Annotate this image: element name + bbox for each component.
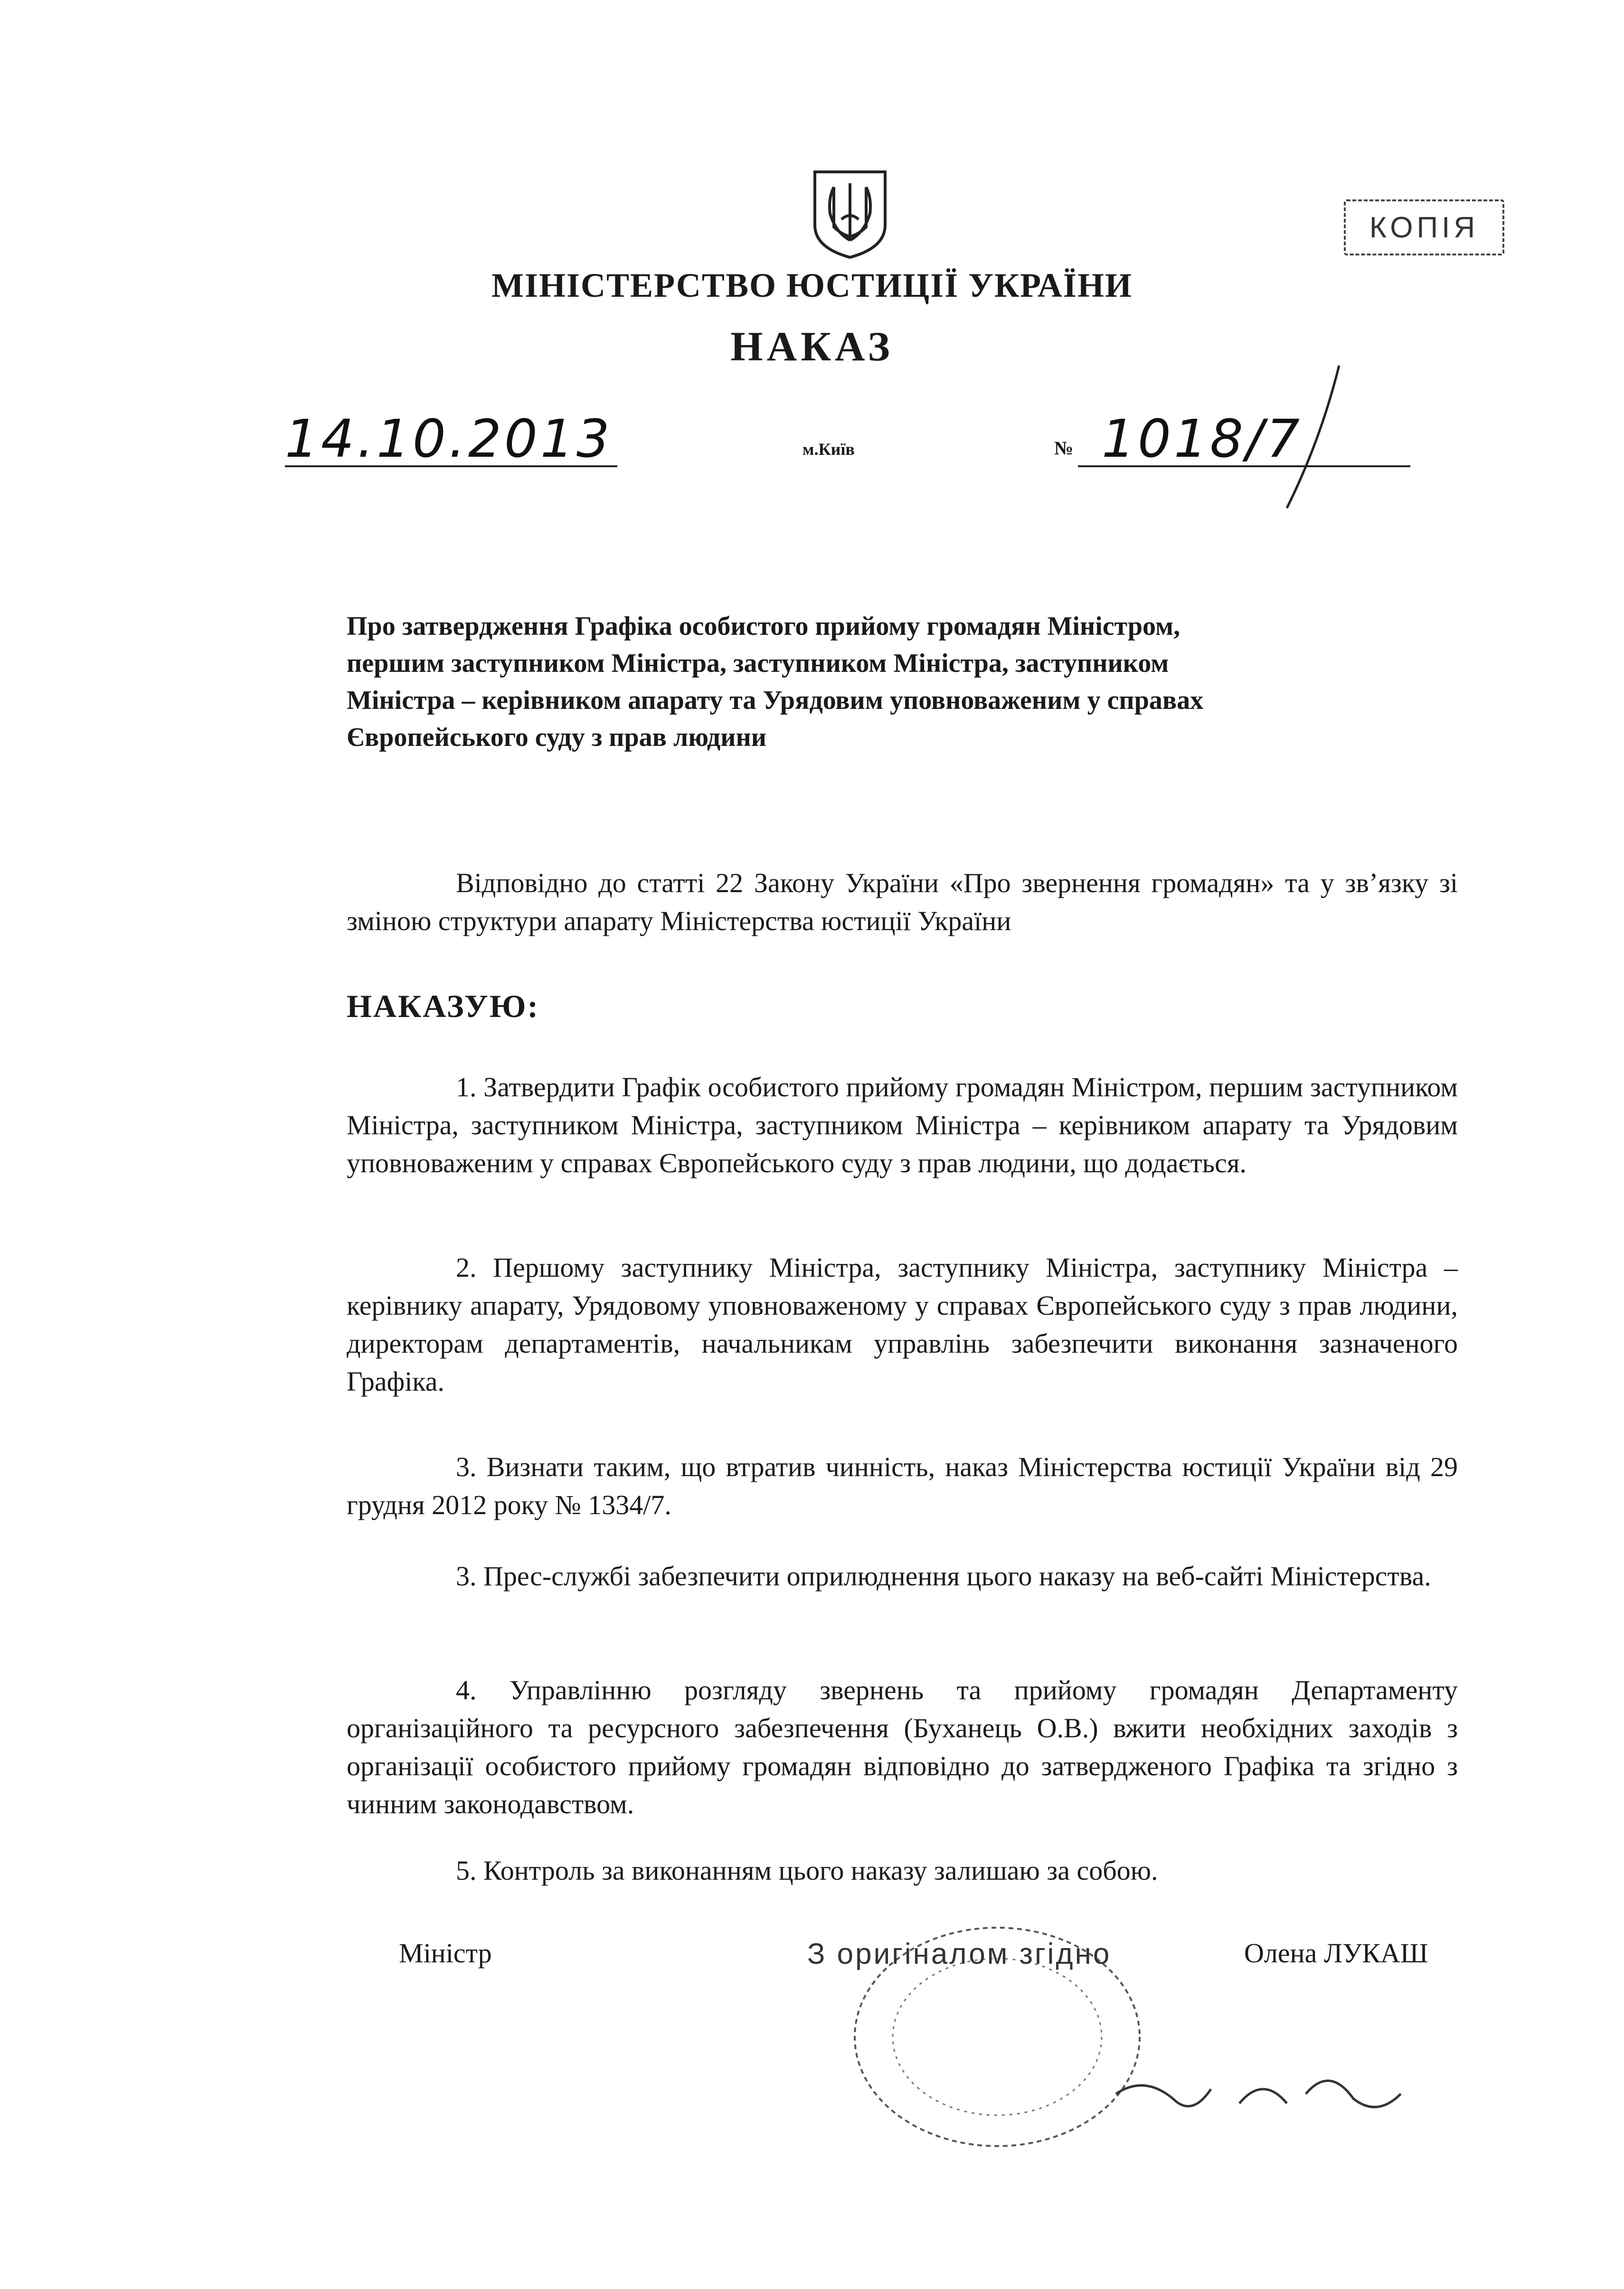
order-date: 14.10.2013 [285, 408, 613, 469]
trident-emblem-icon [807, 166, 893, 261]
city: м.Київ [803, 440, 855, 459]
preamble-text: Відповідно до статті 22 Закону України «Про звернення громадян» та у зв’язку зі зміною структури апарату Міністерства юстиції України [347, 867, 1458, 936]
ministry-name: МІНІСТЕРСТВО ЮСТИЦІЇ УКРАЇНИ [491, 266, 1133, 304]
order-item-3b [347, 1557, 1458, 1595]
document-type: НАКАЗ [730, 324, 894, 370]
order-item-2 [347, 1249, 1458, 1401]
order-item-1 [347, 1068, 1458, 1182]
official-seal-icon [784, 1894, 1472, 2160]
order-number: 1018/7 [1102, 408, 1303, 469]
order-item-4 [347, 1671, 1458, 1823]
copy-stamp: КОПІЯ [1344, 199, 1504, 255]
order-item-text: 3. Визнати таким, що втратив чинність, наказ Міністерства юстиції України від 29 грудня 2012 року № 1334/7. [347, 1451, 1458, 1520]
order-item-5 [347, 1852, 1486, 1890]
signer-name: Олена ЛУКАШ [1244, 1938, 1428, 1969]
order-item-text: 4. Управлінню розгляду звернень та прийому громадян Департаменту організаційного та ресурсного забезпечення (Буханець О.В.) вжити необхідних заходів з організації особистого прийому громадян відповідно до затвердженого Графіка та згідно з чинним законодавством. [347, 1675, 1458, 1819]
signer-position: Міністр [399, 1938, 492, 1969]
handwritten-slash [1206, 361, 1377, 513]
order-subject: Про затвердження Графіка особистого прийому громадян Міністром, першим заступником Міністра, заступником Міністра, заступником Міністра – керівником апарату та Урядовим уповноваженим у справах Європейського суду з прав людини [347, 612, 1204, 752]
copy-certification: З оригіналом згідно [807, 1938, 1112, 1970]
preamble [347, 864, 1458, 940]
order-item-text: 1. Затвердити Графік особистого прийому громадян Міністром, першим заступником Міністра, заступником Міністра, заступником Міністра – керівником апарату та Урядовим уповноваженим у справах Європейського суду з прав людини, що додається. [347, 1072, 1458, 1178]
order-item-text: 2. Першому заступнику Міністра, заступнику Міністра, заступнику Міністра – керівнику апарату, Урядовому уповноваженому у справах Європейського суду з прав людини, директорам департаментів, начальникам управлінь забезпечити виконання зазначеного Графіка. [347, 1252, 1458, 1397]
number-label: № [1054, 437, 1074, 459]
order-heading: НАКАЗУЮ: [347, 988, 540, 1024]
order-item-text: 5. Контроль за виконанням цього наказу залишаю за собою. [456, 1855, 1158, 1886]
order-item-text: 3. Прес-службі забезпечити оприлюднення цього наказу на веб-сайті Міністерства. [456, 1561, 1431, 1592]
order-item-3 [347, 1448, 1458, 1524]
